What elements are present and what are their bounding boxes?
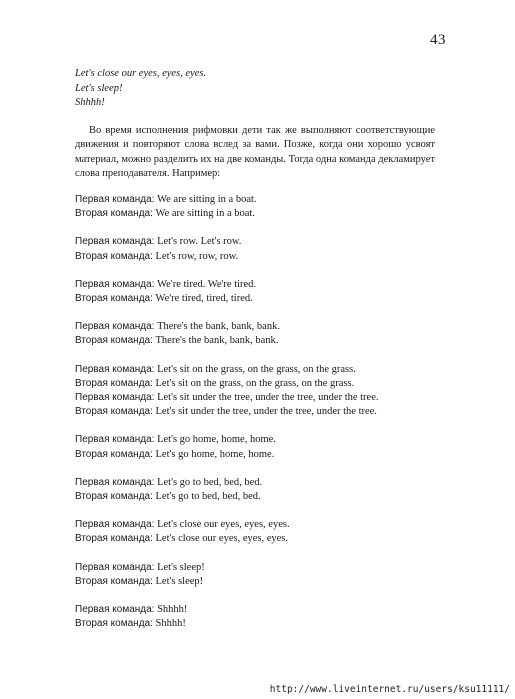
phrase-text: Let's sit on the grass, on the grass, on the grass. — [155, 377, 355, 389]
team-label: Первая команда: — [75, 392, 155, 404]
poem-line: Let's sleep! — [75, 82, 123, 94]
team-label: Первая команда: — [75, 604, 155, 616]
phrase-text: We are sitting in a boat. — [155, 208, 255, 220]
poem-line: Let's close our eyes, eyes, eyes. — [75, 68, 207, 79]
phrase-text: Let's go to bed, bed, bed. — [155, 491, 261, 503]
dialogue-line — [75, 405, 475, 419]
dialogue-group — [75, 320, 475, 348]
phrase-text: Shhhh! — [157, 604, 188, 616]
phrase-text: Let's sit under the tree, under the tree, under the tree. — [155, 406, 377, 418]
dialogue-line — [75, 278, 475, 292]
dialogue-line — [75, 532, 475, 546]
dialogue-line — [75, 377, 475, 391]
phrase-text: There's the bank, bank, bank. — [155, 335, 279, 347]
dialogue-line — [75, 490, 475, 504]
dialogue-group — [75, 278, 475, 306]
dialogue-group — [75, 363, 475, 420]
team-label: Вторая команда: — [75, 491, 153, 503]
dialogue-line — [75, 391, 475, 405]
team-label: Первая команда: — [75, 561, 155, 573]
team-label: Вторая команда: — [75, 250, 153, 262]
phrase-text: Let's go to bed, bed, bed. — [157, 476, 263, 488]
phrase-text: Let's sleep! — [157, 561, 205, 573]
dialogue-line — [75, 518, 475, 532]
phrase-text: Let's sit under the tree, under the tree, under the tree. — [157, 392, 379, 404]
dialogue-line — [75, 433, 475, 447]
dialogue-line — [75, 235, 475, 249]
dialogue-line — [75, 561, 475, 575]
dialogue-line — [75, 575, 475, 589]
team-label: Первая команда: — [75, 321, 155, 333]
team-label: Вторая команда: — [75, 618, 153, 630]
team-label: Первая команда: — [75, 278, 155, 290]
page-number: 43 — [430, 32, 446, 48]
team-label: Первая команда: — [75, 363, 155, 375]
team-label: Первая команда: — [75, 476, 155, 488]
dialogue-line — [75, 603, 475, 617]
dialogue-line — [75, 334, 475, 348]
dialogue-line — [75, 193, 475, 207]
dialogue-line — [75, 363, 475, 377]
dialogue-group — [75, 561, 475, 589]
dialogue-group — [75, 193, 475, 221]
phrase-text: Let's go home, home, home. — [155, 448, 275, 460]
dialogue-line — [75, 207, 475, 221]
dialogue-line — [75, 320, 475, 334]
dialogue-group — [75, 603, 475, 631]
team-label: Первая команда: — [75, 434, 155, 446]
dialogue-line — [75, 476, 475, 490]
phrase-text: Let's sit on the grass, on the grass, on the grass. — [157, 363, 356, 375]
team-label: Вторая команда: — [75, 448, 153, 460]
phrase-text: Let's sleep! — [155, 575, 204, 587]
team-label: Первая команда: — [75, 519, 155, 531]
source-url-watermark: http://www.liveinternet.ru/users/ksu11111/ — [269, 684, 510, 695]
phrase-text: There's the bank, bank, bank. — [157, 321, 280, 333]
team-label: Вторая команда: — [75, 293, 153, 305]
team-label: Вторая команда: — [75, 575, 153, 587]
team-label: Первая команда: — [75, 236, 155, 248]
dialogue-line — [75, 292, 475, 306]
team-label: Вторая команда: — [75, 533, 153, 545]
dialogue-group — [75, 518, 475, 546]
phrase-text: We're tired, tired, tired. — [155, 293, 253, 305]
team-label: Первая команда: — [75, 194, 155, 205]
dialogue-list — [75, 193, 475, 645]
team-label: Вторая команда: — [75, 406, 153, 418]
dialogue-group — [75, 476, 475, 504]
poem-line: Shhhh! — [75, 97, 105, 108]
phrase-text: Let's close our eyes, eyes, eyes. — [157, 519, 290, 531]
poem-excerpt — [75, 67, 206, 111]
team-label: Вторая команда: — [75, 377, 153, 389]
team-label: Вторая команда: — [75, 208, 153, 220]
phrase-text: Shhhh! — [155, 618, 186, 630]
dialogue-line — [75, 617, 475, 631]
phrase-text: Let's row. Let's row. — [157, 236, 242, 248]
instruction-paragraph: Во время исполнения рифмовки дети так же выполняют соответствующие движения и повторяют слова вслед за вами. Позже, когда они хорошо усвоят материал, можно разделить их на две команды. Тогда одна команда декламирует слова преподавателя. Например: — [75, 125, 435, 179]
dialogue-line — [75, 250, 475, 264]
team-label: Вторая команда: — [75, 335, 153, 347]
phrase-text: We're tired. We're tired. — [157, 278, 257, 290]
dialogue-group — [75, 235, 475, 263]
phrase-text: We are sitting in a boat. — [157, 194, 257, 205]
phrase-text: Let's close our eyes, eyes, eyes. — [155, 533, 289, 545]
dialogue-line — [75, 448, 475, 462]
phrase-text: Let's go home, home, home. — [157, 434, 276, 446]
dialogue-group — [75, 433, 475, 461]
phrase-text: Let's row, row, row. — [155, 250, 239, 262]
